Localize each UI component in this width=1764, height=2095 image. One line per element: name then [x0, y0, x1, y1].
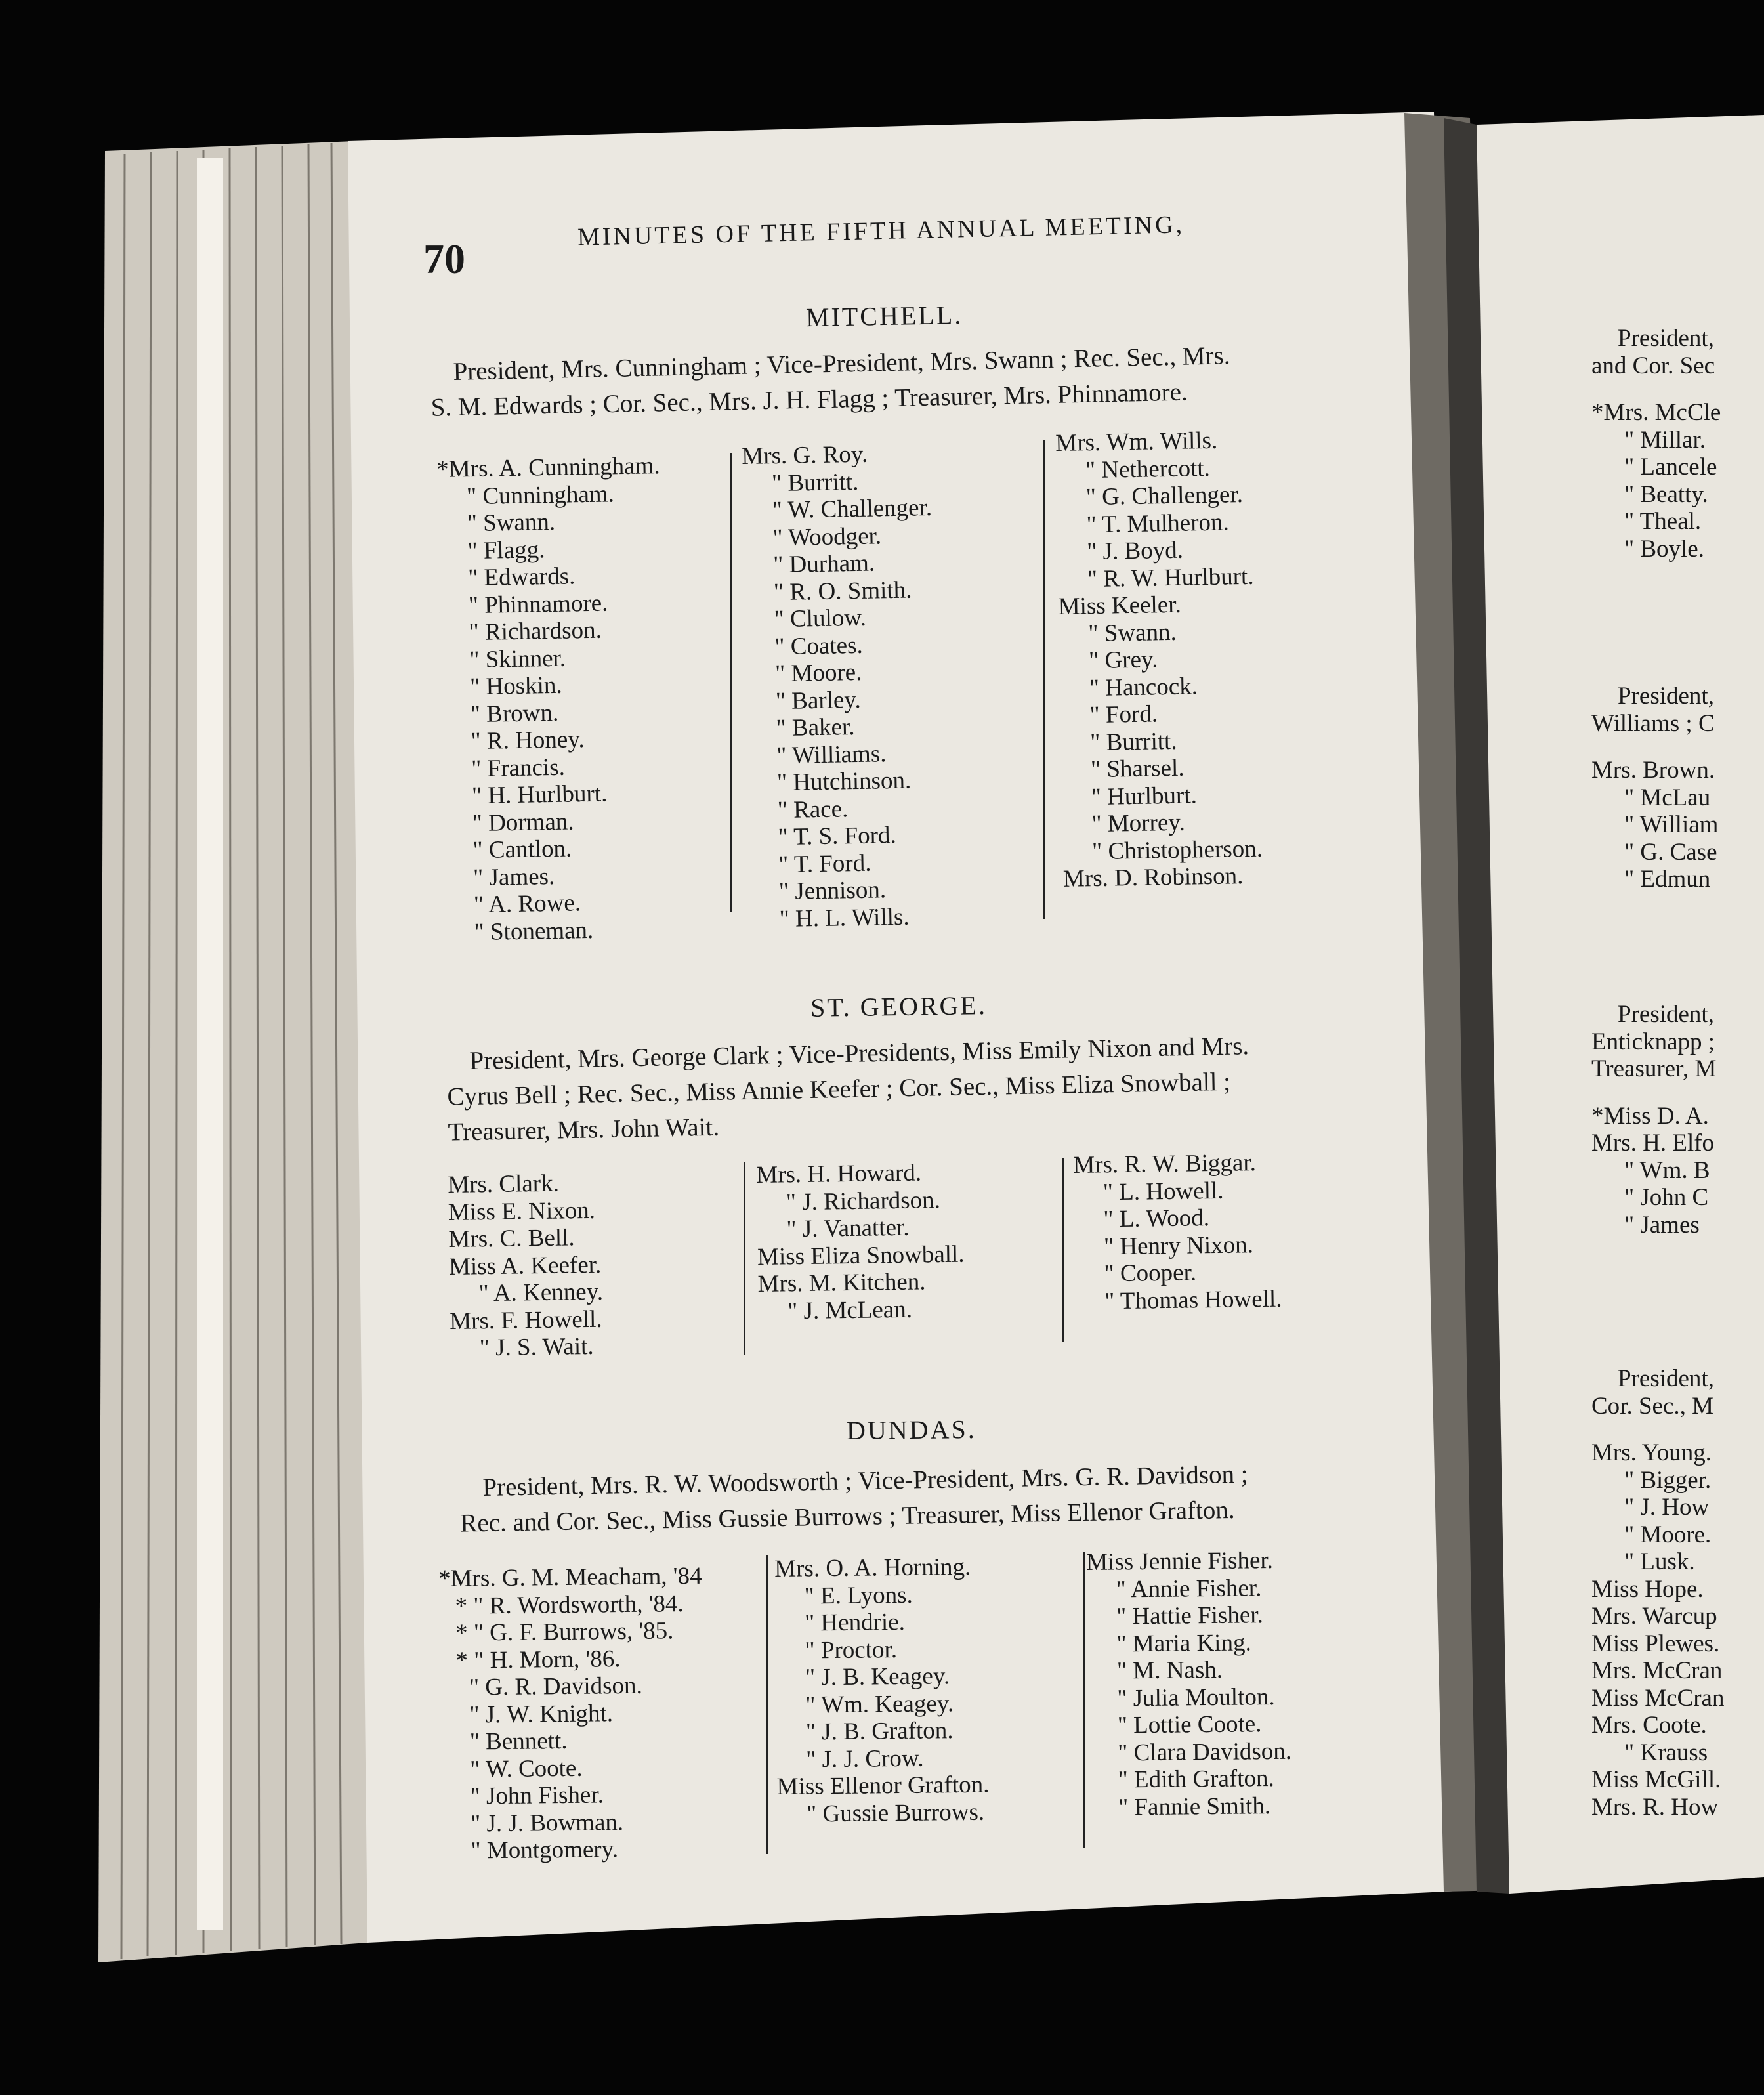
member-entry: " Burritt.	[1089, 727, 1177, 756]
member-column	[756, 1159, 965, 1325]
member-entry: " H. Hurlburt.	[471, 780, 608, 810]
member-entry: " J. McLean.	[787, 1296, 913, 1324]
member-entry: " Clulow.	[774, 604, 867, 633]
fragment-line: " John C	[1624, 1184, 1709, 1211]
officers-line: President, Mrs. Cunningham ; Vice-President, Mrs. Swann ; Rec. Sec., Mrs.	[453, 341, 1230, 386]
fragment-line: Cor. Sec., M	[1591, 1392, 1714, 1420]
fragment-line: President,	[1618, 1001, 1714, 1028]
member-entry: " Proctor.	[805, 1636, 898, 1664]
officers-line: President, Mrs. George Clark ; Vice-Presidents, Miss Emily Nixon and Mrs.	[469, 1032, 1250, 1075]
fragment-line: Mrs. Brown.	[1591, 757, 1715, 784]
fragment-line: " Edmun	[1624, 866, 1711, 893]
member-entry: " W. Coote.	[470, 1754, 583, 1783]
officers-line: Cyrus Bell ; Rec. Sec., Miss Annie Keefer ; Cor. Sec., Miss Eliza Snowball ;	[447, 1067, 1231, 1111]
facing-fragment-block	[1591, 1001, 1717, 1238]
member-entry: Miss Keeler.	[1058, 591, 1182, 620]
member-entry: " Edwards.	[467, 562, 576, 592]
member-entry: " L. Howell.	[1102, 1177, 1224, 1206]
fragment-line: " G. Case	[1624, 838, 1717, 866]
member-entry: " Nethercott.	[1085, 454, 1211, 484]
member-entry: " Baker.	[776, 713, 855, 742]
member-entry: " Julia Moulton.	[1117, 1683, 1275, 1712]
member-entry: " Maria King.	[1116, 1628, 1251, 1658]
member-entry: " R. Honey.	[471, 726, 585, 755]
fragment-line: Mrs. Warcup	[1591, 1603, 1717, 1630]
fragment-line: Miss McCran	[1591, 1684, 1725, 1712]
fragment-line: " J. How	[1624, 1494, 1710, 1521]
member-entry: Mrs. G. Roy.	[742, 440, 868, 470]
member-entry: " Cantlon.	[472, 835, 572, 864]
member-entry: " J. S. Wait.	[479, 1332, 594, 1362]
fragment-line: Mrs. H. Elfo	[1591, 1130, 1715, 1156]
member-entry: Mrs. D. Robinson.	[1062, 862, 1244, 893]
fragment-line: Miss McGill.	[1591, 1766, 1721, 1793]
member-entry: " Dorman.	[472, 807, 574, 837]
column-rule	[1043, 440, 1045, 919]
officers-line: President, Mrs. R. W. Woodsworth ; Vice-President, Mrs. G. R. Davidson ;	[482, 1460, 1248, 1502]
fragment-line: " Theal.	[1624, 508, 1702, 535]
member-entry: " Durham.	[772, 549, 875, 579]
member-entry: Mrs. H. Howard.	[756, 1159, 922, 1189]
member-entry: " Wm. Keagey.	[805, 1689, 954, 1719]
member-entry: " J. J. Crow.	[806, 1745, 924, 1773]
member-entry: Miss Eliza Snowball.	[757, 1240, 965, 1271]
member-entry: " Hurlburt.	[1091, 781, 1198, 811]
member-entry: *Mrs. G. M. Meacham, '84	[438, 1562, 702, 1592]
member-entry: " G. Challenger.	[1085, 481, 1244, 511]
member-column	[1073, 1149, 1282, 1315]
member-entry: " Francis.	[471, 753, 566, 782]
member-entry: " T. S. Ford.	[778, 821, 897, 851]
member-entry: " Edith Grafton.	[1118, 1765, 1274, 1794]
member-entry: " J. B. Grafton.	[805, 1717, 954, 1746]
member-entry: " Hattie Fisher.	[1116, 1601, 1264, 1630]
member-entry: " Moore.	[774, 658, 862, 688]
member-column	[436, 452, 668, 946]
member-entry: " Gussie Burrows.	[806, 1798, 985, 1828]
fragment-line: Mrs. Young.	[1591, 1439, 1712, 1466]
member-entry: " T. Mulheron.	[1086, 508, 1230, 538]
fragment-line: " James	[1624, 1211, 1700, 1238]
fragment-line: Mrs. Coote.	[1591, 1712, 1707, 1739]
member-entry: Mrs. O. A. Horning.	[774, 1553, 971, 1582]
member-entry: " Thomas Howell.	[1104, 1285, 1282, 1315]
facing-fragment-block	[1591, 325, 1721, 562]
member-column	[742, 440, 939, 933]
member-entry: " Henry Nixon.	[1103, 1231, 1254, 1260]
fragment-line: " McLau	[1624, 784, 1711, 811]
member-entry: Mrs. Clark.	[448, 1170, 560, 1198]
member-entry: Mrs. R. W. Biggar.	[1073, 1149, 1257, 1179]
member-entry: " Hoskin.	[469, 671, 562, 701]
member-entry: * " H. Morn, '86.	[455, 1645, 621, 1674]
page-number: 70	[423, 236, 465, 282]
member-entry: " Flagg.	[467, 536, 545, 564]
section-title: MITCHELL.	[805, 299, 963, 333]
member-entry: " Woodger.	[772, 522, 882, 551]
facing-fragment-block	[1591, 1365, 1725, 1821]
member-entry: " Cooper.	[1104, 1259, 1197, 1288]
fragment-line: Mrs. R. How	[1591, 1793, 1719, 1821]
member-entry: " Clara Davidson.	[1118, 1737, 1292, 1767]
member-entry: " John Fisher.	[470, 1781, 604, 1810]
fragment-line: Enticknapp ;	[1591, 1028, 1715, 1055]
member-entry: " J. Richardson.	[786, 1186, 941, 1216]
fragment-line: " Krauss	[1624, 1739, 1708, 1766]
member-entry: " Stoneman.	[474, 916, 594, 946]
member-entry: " Richardson.	[469, 616, 602, 646]
member-entry: " J. W. Knight.	[469, 1699, 614, 1729]
fragment-line: Mrs. McCran	[1591, 1657, 1723, 1684]
officers-paragraph	[460, 1457, 1249, 1541]
fragment-line: Williams ; C	[1591, 709, 1715, 737]
member-entry: " Williams.	[776, 740, 887, 769]
member-entry: " Grey.	[1088, 646, 1158, 675]
fragment-line: " Wm. B	[1624, 1156, 1710, 1184]
section-title: ST. GEORGE.	[810, 990, 988, 1023]
member-entry: " Coates.	[774, 631, 864, 660]
member-entry: " J. B. Keagey.	[805, 1662, 950, 1691]
member-entry: " R. O. Smith.	[773, 576, 912, 606]
member-column	[774, 1554, 990, 1828]
member-entry: " Skinner.	[469, 645, 566, 673]
member-entry: " Sharsel.	[1090, 754, 1185, 784]
member-entry: Mrs. Wm. Wills.	[1055, 427, 1218, 457]
member-entry: * " R. Wordsworth, '84.	[455, 1590, 684, 1620]
fragment-line: Miss Hope.	[1591, 1575, 1704, 1603]
member-entry: " Annie Fisher.	[1116, 1574, 1262, 1603]
member-entry: " Phinnamore.	[468, 589, 608, 619]
fragment-line: " William	[1624, 811, 1719, 838]
member-entry: " W. Challenger.	[772, 494, 933, 524]
member-entry: " Bennett.	[469, 1727, 568, 1756]
member-entry: " T. Ford.	[778, 849, 872, 878]
member-entry: " Jennison.	[778, 876, 887, 906]
member-entry: " E. Lyons.	[804, 1581, 914, 1610]
officers-line: Treasurer, Mrs. John Wait.	[448, 1112, 720, 1147]
member-entry: Miss Ellenor Grafton.	[776, 1771, 990, 1800]
member-entry: " Burritt.	[771, 468, 859, 497]
member-column	[448, 1170, 604, 1363]
fragment-line: President,	[1618, 1365, 1714, 1392]
member-column	[438, 1563, 705, 1865]
member-entry: " J. Vanatter.	[786, 1214, 910, 1243]
fragment-line: Treasurer, M	[1591, 1055, 1717, 1082]
member-entry: " A. Kenney.	[478, 1278, 604, 1307]
column-rule	[1083, 1552, 1085, 1848]
fragment-line: " Boyle.	[1624, 535, 1704, 562]
member-entry: " Ford.	[1089, 700, 1158, 729]
fragment-line: " Beatty.	[1624, 480, 1708, 508]
member-column	[1086, 1547, 1292, 1821]
member-entry: " James.	[472, 862, 555, 891]
member-entry: " Fannie Smith.	[1118, 1792, 1271, 1821]
member-entry: Mrs. M. Kitchen.	[757, 1268, 926, 1298]
member-entry: Mrs. F. Howell.	[449, 1305, 602, 1335]
member-entry: " Barley.	[775, 686, 862, 715]
facing-fragment-block	[1591, 683, 1719, 893]
member-entry: " J. Boyd.	[1086, 536, 1184, 566]
member-entry: Miss Jennie Fisher.	[1086, 1547, 1274, 1576]
member-entry: " G. R. Davidson.	[469, 1672, 642, 1701]
fragment-line: *Miss D. A.	[1591, 1102, 1709, 1130]
member-entry: " Christopherson.	[1091, 835, 1263, 865]
fragment-line: " Moore.	[1624, 1521, 1712, 1548]
member-entry: " A. Rowe.	[473, 889, 581, 919]
member-entry: " Morrey.	[1091, 809, 1185, 838]
member-entry: " R. W. Hurlburt.	[1087, 562, 1254, 593]
column-rule	[1062, 1158, 1064, 1342]
column-rule	[730, 453, 732, 912]
member-entry: " Hutchinson.	[776, 767, 912, 797]
member-entry: " H. L. Wills.	[779, 903, 910, 933]
running-head: MINUTES OF THE FIFTH ANNUAL MEETING,	[577, 211, 1185, 251]
member-entry: " Swann.	[1088, 618, 1177, 647]
member-entry: " J. J. Bowman.	[470, 1808, 624, 1838]
fragment-line: President,	[1618, 325, 1714, 352]
member-entry: " Swann.	[467, 508, 556, 538]
fragment-line: " Lancele	[1624, 454, 1717, 480]
officers-line: S. M. Edwards ; Cor. Sec., Mrs. J. H. Flagg ; Treasurer, Mrs. Phinnamore.	[430, 377, 1188, 422]
member-entry: " Montgomery.	[471, 1836, 619, 1865]
member-entry: Mrs. C. Bell.	[448, 1224, 575, 1253]
member-entry: Miss A. Keefer.	[448, 1251, 602, 1280]
member-entry: " Race.	[777, 795, 849, 824]
fragment-line: *Mrs. McCle	[1591, 399, 1721, 426]
member-entry: Miss E. Nixon.	[448, 1196, 596, 1226]
officers-line: Rec. and Cor. Sec., Miss Gussie Burrows ; Treasurer, Miss Ellenor Grafton.	[460, 1496, 1235, 1538]
fragment-line: " Bigger.	[1624, 1466, 1712, 1494]
member-column	[1055, 427, 1263, 893]
officers-paragraph	[447, 1028, 1251, 1150]
column-rule	[766, 1555, 768, 1854]
member-entry: * " G. F. Burrows, '85.	[455, 1617, 674, 1647]
fragment-line: Miss Plewes.	[1591, 1630, 1720, 1657]
member-entry: " Cunningham.	[466, 480, 615, 510]
member-entry: " L. Wood.	[1103, 1204, 1210, 1233]
member-entry: " Brown.	[470, 699, 559, 728]
section-title: DUNDAS.	[846, 1414, 976, 1446]
fragment-line: " Lusk.	[1624, 1548, 1695, 1575]
column-rule	[744, 1162, 746, 1355]
fragment-line: President,	[1618, 683, 1714, 709]
member-entry: *Mrs. A. Cunningham.	[436, 452, 660, 483]
member-entry: " Lottie Coote.	[1117, 1710, 1262, 1739]
member-entry: " Hancock.	[1089, 672, 1198, 702]
member-entry: " M. Nash.	[1116, 1656, 1223, 1685]
member-entry: " Hendrie.	[804, 1608, 906, 1637]
fragment-line: " Millar.	[1624, 426, 1706, 454]
fragment-line: and Cor. Sec	[1591, 352, 1715, 379]
